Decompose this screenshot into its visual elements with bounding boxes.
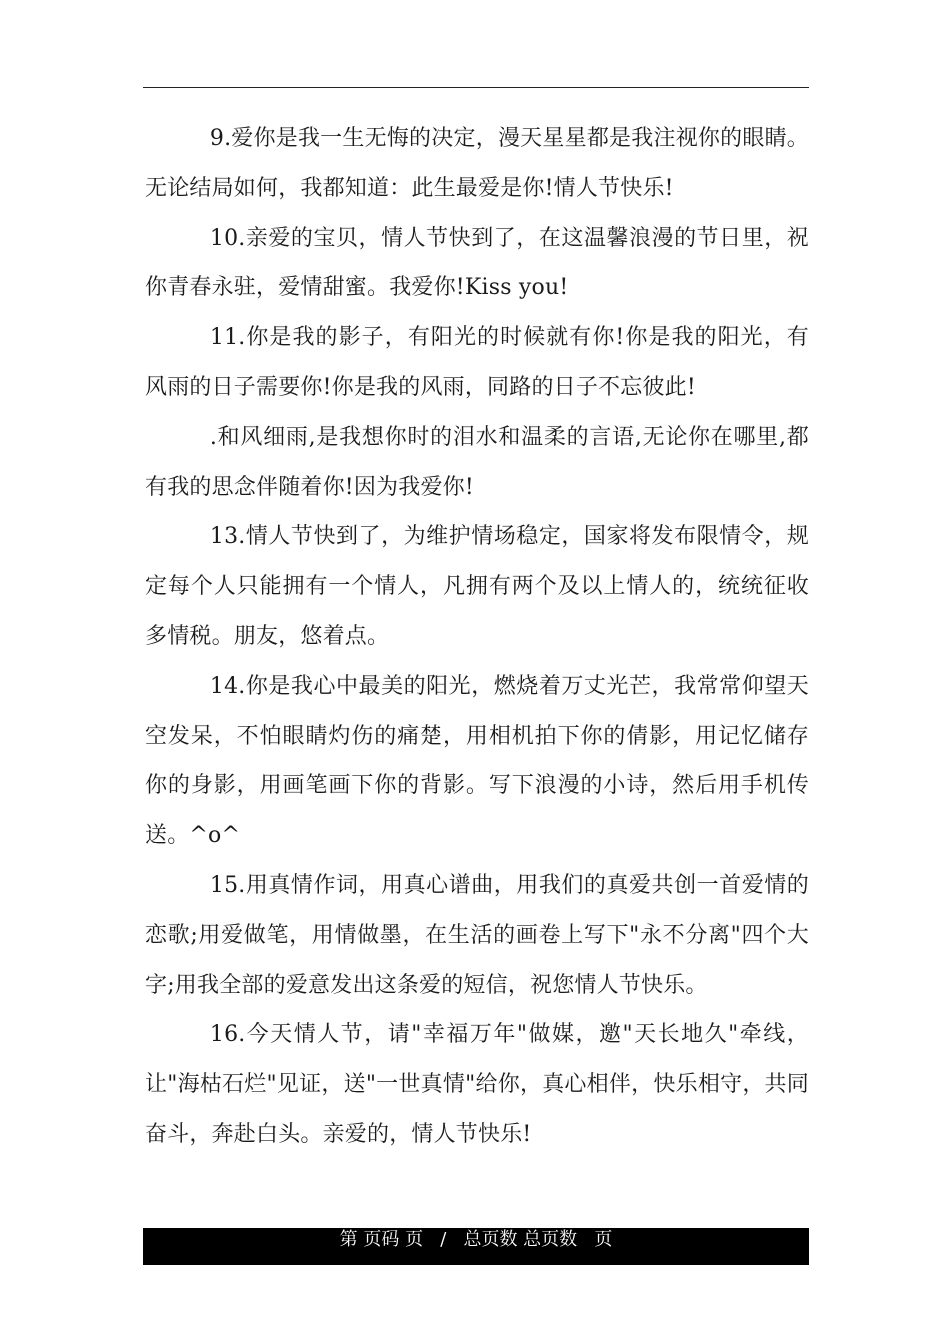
page-footer [143,1228,809,1265]
paragraph-11: 11.你是我的影子，有阳光的时候就有你!你是我的阳光，有风雨的日子需要你!你是我的风雨，同路的日子不忘彼此! [145,325,809,400]
document-body [145,114,809,1160]
paragraph-9: 9.爱你是我一生无悔的决定，漫天星星都是我注视你的眼睛。无论结局如何，我都知道：此生最爱是你!情人节快乐! [145,126,809,201]
paragraph-13: 13.情人节快到了，为维护情场稳定，国家将发布限情令，规定每个人只能拥有一个情人，凡拥有两个及以上情人的，统统征收多情税。朋友，悠着点。 [145,524,809,649]
paragraph-16: 16.今天情人节，请"幸福万年"做媒，邀"天长地久"牵线，让"海枯石烂"见证，送"一世真情"给你，真心相伴，快乐相守，共同奋斗，奔赴白头。亲爱的，情人节快乐! [145,1022,809,1147]
paragraph-12: .和风细雨,是我想你时的泪水和温柔的言语,无论你在哪里,都有我的思念伴随着你!因为我爱你! [145,424,809,500]
page-number-label: 第 页码 页 / 总页数 总页数 页 [339,1229,613,1250]
header-rule [143,87,809,88]
paragraph-15: 15.用真情作词，用真心谱曲，用我们的真爱共创一首爱情的恋歌;用爱做笔，用情做墨，在生活的画卷上写下"永不分离"四个大字;用我全部的爱意发出这条爱的短信，祝您情人节快乐。 [145,872,809,998]
paragraph-14: 14.你是我心中最美的阳光，燃烧着万丈光芒，我常常仰望天空发呆，不怕眼睛灼伤的痛楚，用相机拍下你的倩影，用记忆储存你的身影，用画笔画下你的背影。写下浪漫的小诗，然后用手机传送。^o^ [145,673,809,849]
paragraph-10: 10.亲爱的宝贝，情人节快到了，在这温馨浪漫的节日里，祝你青春永驻，爱情甜蜜。我爱你!Kiss you! [145,225,809,301]
